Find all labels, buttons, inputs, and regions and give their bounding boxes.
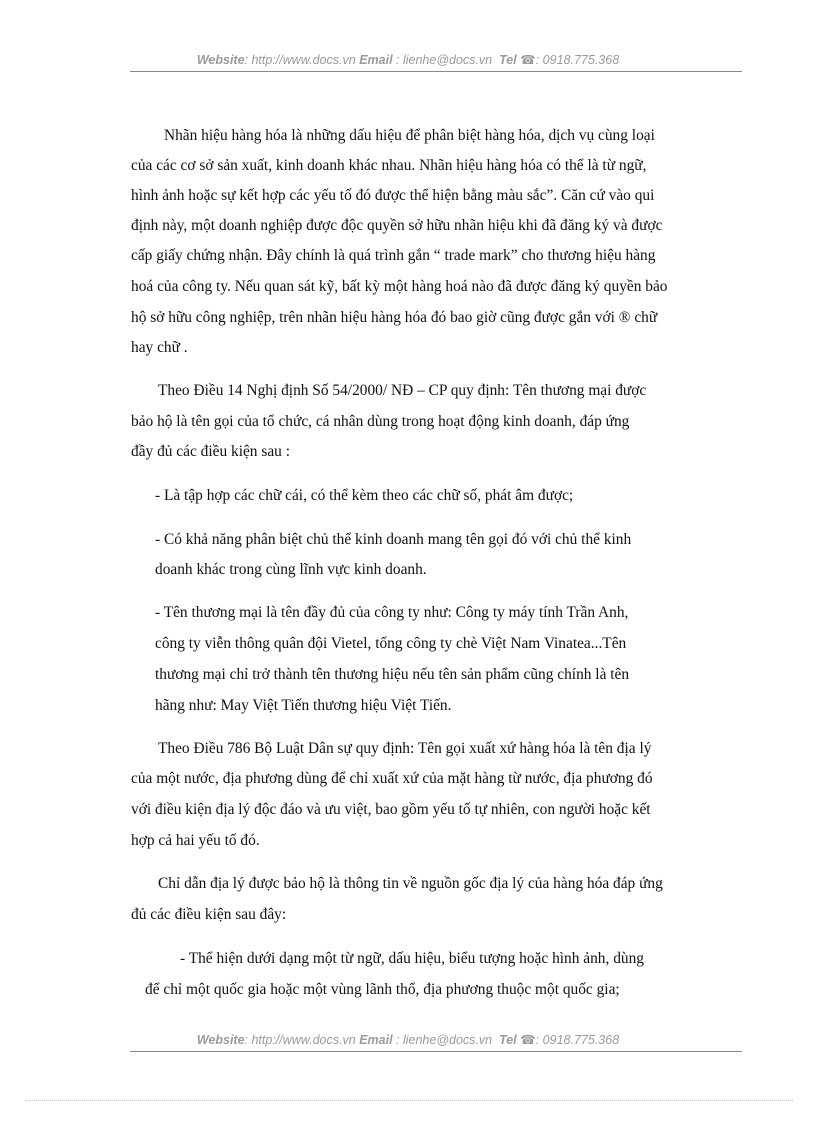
page-footer (0, 1032, 816, 1047)
header-email-value: : lienhe@docs.vn (396, 53, 493, 67)
body-line: - Có khả năng phân biệt chủ thể kinh doanh mang tên gọi đó với chủ thể kinh (155, 531, 632, 548)
body-line: để chỉ một quốc gia hoặc một vùng lãnh thổ, địa phương thuộc một quốc gia; (145, 981, 620, 998)
phone-icon: ☎ (520, 1033, 536, 1047)
body-line: hoá của công ty. Nếu quan sát kỹ, bất kỳ một hàng hoá nào đã được đăng ký quyền bảo (131, 278, 668, 295)
body-line: đầy đủ các điều kiện sau : (131, 443, 290, 460)
body-line: đủ các điều kiện sau đây: (131, 906, 287, 923)
footer-rule (130, 1051, 742, 1052)
body-line: Nhãn hiệu hàng hóa là những dấu hiệu để phân biệt hàng hóa, dịch vụ cùng loại (164, 127, 655, 144)
body-line: Theo Điều 786 Bộ Luật Dân sự quy định: Tên gọi xuất xứ hàng hóa là tên địa lý (158, 740, 652, 757)
body-line: Chỉ dẫn địa lý được bảo hộ là thông tin về nguồn gốc địa lý của hàng hóa đáp ứng (158, 875, 663, 892)
body-line: hay chữ . (131, 339, 188, 356)
header-tel-label: Tel (499, 53, 517, 67)
body-line: Theo Điều 14 Nghị định Số 54/2000/ NĐ – CP quy định: Tên thương mại được (158, 382, 647, 399)
body-line: hợp cả hai yếu tố đó. (131, 832, 260, 849)
body-line: cấp giấy chứng nhận. Đây chính là quá trình gắn “ trade mark” cho thương hiệu hàng (131, 247, 656, 264)
page-header (0, 52, 816, 67)
header-rule (130, 71, 742, 72)
body-line: bảo hộ là tên gọi của tổ chức, cá nhân dùng trong hoạt động kinh doanh, đáp ứng (131, 413, 630, 430)
body-line: hình ảnh hoặc sự kết hợp các yếu tố đó được thể hiện bằng màu sắc”. Căn cứ vào qui (131, 187, 655, 204)
footer-website-value: : http://www.docs.vn (244, 1033, 356, 1047)
footer-tel-label: Tel (499, 1033, 517, 1047)
phone-icon: ☎ (520, 53, 536, 67)
footer-email-label: Email (359, 1033, 393, 1047)
body-line: công ty viễn thông quân đội Vietel, tổng công ty chè Việt Nam Vinatea...Tên (155, 635, 627, 652)
body-line: với điều kiện địa lý độc đáo và ưu việt, bao gồm yếu tố tự nhiên, con người hoặc kết (131, 801, 651, 818)
header-tel-value: : 0918.775.368 (535, 53, 620, 67)
body-line: thương mại chỉ trở thành tên thương hiệu nếu tên sản phẩm cũng chính là tên (155, 666, 630, 683)
body-line: doanh khác trong cùng lĩnh vực kinh doanh. (155, 561, 427, 578)
body-line: - Thể hiện dưới dạng một từ ngữ, dấu hiệu, biểu tượng hoặc hình ảnh, dùng (180, 950, 644, 967)
body-line: định này, một doanh nghiệp được độc quyền sở hữu nhãn hiệu khi đã đăng ký và được (131, 217, 663, 234)
body-line: của một nước, địa phương dùng để chỉ xuất xứ của mặt hàng từ nước, địa phương đó (131, 770, 653, 787)
footer-email-value: : lienhe@docs.vn (396, 1033, 493, 1047)
body-line: hộ sở hữu công nghiệp, trên nhãn hiệu hàng hóa đó bao giờ cũng được gắn với ® chữ (131, 309, 658, 326)
body-line: hãng như: May Việt Tiến thương hiệu Việt Tiến. (155, 697, 452, 714)
page-edge-divider (25, 1100, 793, 1101)
footer-website-label: Website (196, 1033, 245, 1047)
header-website-label: Website (196, 53, 245, 67)
body-line: - Là tập hợp các chữ cái, có thể kèm theo các chữ số, phát âm được; (155, 487, 574, 504)
header-website-value: : http://www.docs.vn (244, 53, 356, 67)
footer-tel-value: : 0918.775.368 (535, 1033, 620, 1047)
header-email-label: Email (359, 53, 393, 67)
body-line: - Tên thương mại là tên đầy đủ của công ty như: Công ty máy tính Trần Anh, (155, 604, 629, 621)
body-line: của các cơ sở sản xuất, kinh doanh khác nhau. Nhãn hiệu hàng hóa có thể là từ ngữ, (131, 157, 647, 174)
